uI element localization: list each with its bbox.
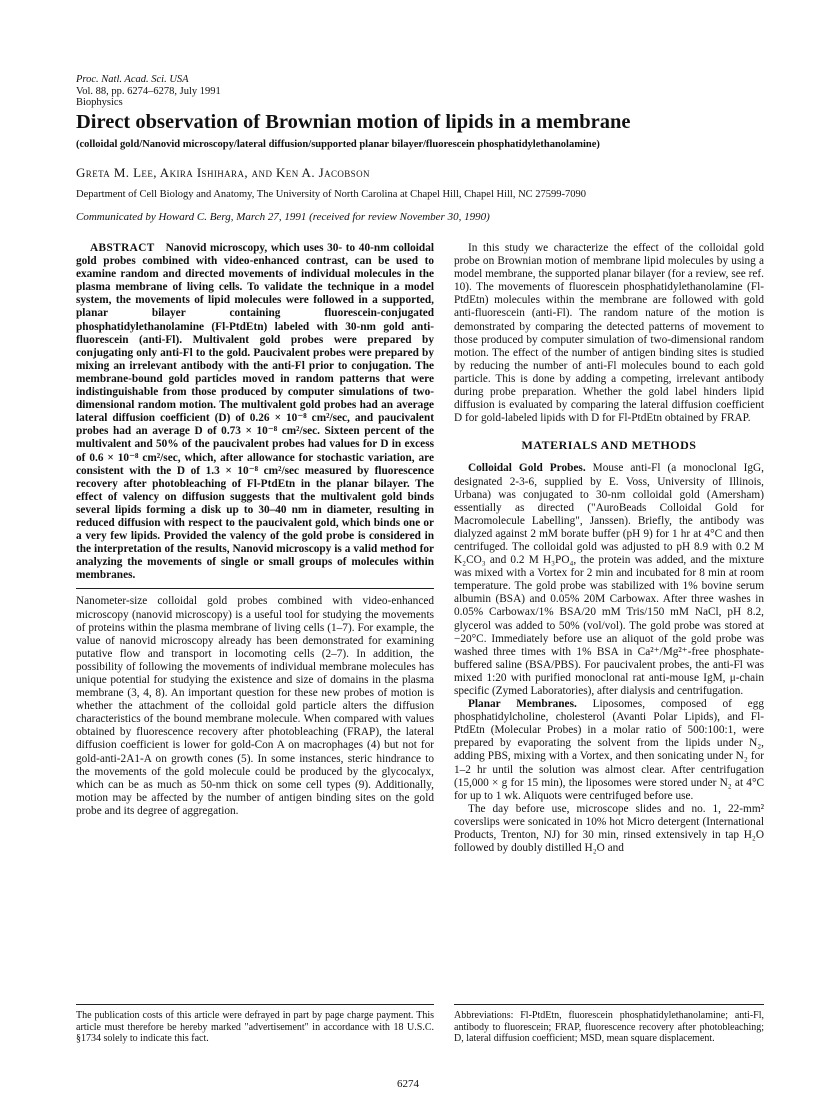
journal-section: Biophysics xyxy=(76,97,123,108)
section-heading: MATERIALS AND METHODS xyxy=(521,438,697,453)
left-column xyxy=(76,242,434,818)
keywords: (colloidal gold/Nanovid microscopy/lateral diffusion/supported planar bilayer/fluorescein phosphatidylethanolamine) xyxy=(76,139,600,150)
publication-footnote xyxy=(76,1004,434,1045)
subheading: Planar Membranes. xyxy=(468,698,577,711)
divider xyxy=(76,588,434,589)
journal-volume: Vol. 88, pp. 6274–6278, July 1991 xyxy=(76,85,221,97)
abstract-label: ABSTRACT xyxy=(90,242,155,254)
intro-paragraph: Nanometer-size colloidal gold probes combined with video-enhanced microscopy (nanovid microscopy) is a useful tool for studying the movements of proteins within the plasma membrane of living cells (1–7). For example, the value of nanovid microscopy already has been demonstrated for examining putative flow and transport in locomoting cells (2–7). In addition, the possibility of following the movements of individual membrane molecules has unique potential for studying the existence and size of domains in the plasma membrane (3, 4, 8). An important question for these new probes of motion is whether the attachment of the colloidal gold particle alters the diffusion characteristics of the bound membrane molecule. When compared with values obtained by fluorescence recovery after photobleaching (FRAP), the lateral diffusion coefficient is lower for gold-Con A on macrophages (4) but not for gold-anti-2A1-A on growth cones (5). In some instances, steric hindrance to the movements of the gold molecule could be produced by the glycocalyx, which can be as much as 50-nm thick on some cell types (9). Additionally, motion may be affected by the number of antigen binding sites on the gold probe and its degree of aggregation. xyxy=(76,595,434,817)
abstract xyxy=(76,242,434,582)
subheading: Colloidal Gold Probes. xyxy=(468,462,586,475)
abbreviations-footnote xyxy=(454,1004,764,1045)
abbreviations-text: Abbreviations: Fl-PtdEtn, fluorescein phosphatidylethanolamine; anti-Fl, antibody to fluorescein; FRAP, fluorescence recovery after photobleaching; D, lateral diffusion coefficient; MSD, mean square displacement. xyxy=(454,1010,764,1044)
communicated-by: Communicated by Howard C. Berg, March 27, 1991 (received for review November 30, 1990) xyxy=(76,211,490,223)
paragraph-text: The day before use, microscope slides and no. 1, 22-mm² coverslips were sonicated in 10% hot Micro detergent (International Products, Trenton, NJ) for 30 min, rinsed extensively in tap H₂O followed by doubly distilled H₂O and xyxy=(454,802,764,855)
abstract-text: Nanovid microscopy, which uses 30- to 40-nm colloidal gold probes combined with video-enhanced contrast, can be used to examine random and directed movements of individual molecules in the plasma membrane of living cells. To validate the technique in a model system, the movements of lipid molecules were followed in a supported, planar bilayer containing fluorescein-conjugated phosphatidylethanolamine (Fl-PtdEtn) labeled with 30-nm gold anti-fluorescein (anti-Fl). Multivalent gold probes were prepared by conjugating only anti-Fl to the gold. Paucivalent probes were prepared by mixing an irrelevant antibody with the anti-Fl prior to conjugation. The membrane-bound gold particles moved in random patterns that were indistinguishable from those produced by computer simulations of two-dimensional random motion. The multivalent gold probes had an average lateral diffusion coefficient (D) of 0.26 × 10⁻⁸ cm²/sec, and paucivalent probes had an average D of 0.73 × 10⁻⁸ cm²/sec. Sixteen percent of the multivalent and 50% of the paucivalent probes had values for D in excess of 0.6 × 10⁻⁸ cm²/sec, which, after allowance for stochastic variation, are consistent with the D of 1.3 × 10⁻⁸ cm²/sec measured by fluorescence recovery after photobleaching of Fl-PtdEtn in the planar bilayer. The effect of valency on diffusion suggests that the multivalent gold binds several lipids forming a disk up to 30–40 nm in diameter, resulting in reduced diffusion with respect to the paucivalent gold, which binds one or a very few lipids. Provided the valency of the gold probe is considered in the interpretation of the results, Nanovid microscopy is a valid method for analyzing the movements of single or small groups of molecules within membranes. xyxy=(76,242,434,582)
journal-header xyxy=(76,74,376,109)
methods-paragraph xyxy=(454,803,764,855)
page-number: 6274 xyxy=(397,1078,419,1090)
methods-paragraph xyxy=(454,462,764,698)
article-title: Direct observation of Brownian motion of lipids in a membrane xyxy=(76,111,631,133)
intro-paragraph-2: In this study we characterize the effect of the colloidal gold probe on Brownian motion of membrane lipid molecules by using a model membrane, the supported planar bilayer (for a review, see ref. 10). The movements of fluorescein phosphatidylethanolamine (Fl-PtdEtn) molecules within the membrane are followed with gold anti-fluorescein (anti-Fl). The random nature of the motion is demonstrated by comparing the detected patterns of movement to those produced by computer simulation of two-dimensional random motion. The effect of the number of antigen binding sites is studied by reducing the number of anti-Fl molecules bound to each gold particle. This is done by adding a competing, irrelevant antibody during probe preparation. Whether the gold label hinders lipid diffusion is evaluated by comparing the lateral diffusion coefficient D for gold-labeled lipids with D for Fl-PtdEtn obtained by FRAP. xyxy=(454,242,764,425)
authors: Greta M. Lee, Akira Ishihara, and Ken A. Jacobson xyxy=(76,165,370,180)
methods-paragraph xyxy=(454,698,764,803)
affiliation: Department of Cell Biology and Anatomy, The University of North Carolina at Chapel Hill, Chapel Hill, NC 27599-7090 xyxy=(76,189,587,200)
journal-name: Proc. Natl. Acad. Sci. USA xyxy=(76,74,189,85)
right-column xyxy=(454,242,764,855)
footnote-rule xyxy=(76,1004,434,1005)
paragraph-text: Liposomes, composed of egg phosphatidylcholine, cholesterol (Avanti Polar Lipids), and Fl-PtdEtn (Molecular Probes) in a molar ratio of 500:100:1, were prepared by evaporating the solvent from the lipids under N₂, adding PBS, mixing with a Vortex, and then sonicating under N₂ for 1–2 hr until the solution was almost clear. After centrifugation (15,000 × g for 15 min), the liposomes were stored under N₂ at 4°C for up to 1 wk. Aliquots were centrifuged before use. xyxy=(454,698,764,802)
paragraph-text: Mouse anti-Fl (a monoclonal IgG, designated 2-3-6, supplied by E. Voss, University of Illinois, Urbana) was conjugated to 30-nm colloidal gold (Amersham) essentially as directed ("AuroBeads Colloidal Gold for Macromolecule Labelling", Janssen). Briefly, the antibody was dialyzed against 2 mM borate buffer (pH 9) for 1 hr at 4°C and then centrifuged. The colloidal gold was adjusted to pH 8.9 with 0.2 M K₂CO₃ and 0.2 M H₃PO₄, the protein was added, and the mixture was mixed with a Vortex for 2 min and incubated for 8 min at room temperature. The gold probe was stabilized with 1% bovine serum albumin (BSA) and 0.05% 20M Carbowax. After three washes in 0.05% Carbowax/1% BSA/20 mM Tris/150 mM NaCl, pH 8.2, glycerol was added to 50% (vol/vol). The gold probe was stored at −20°C. Immediately before use an aliquot of the gold probe was washed three times with 1% BSA in Ca²⁺/Mg²⁺-free phosphate-buffered saline (BSA/PBS). For paucivalent probes, the anti-Fl was mixed 1:20 with purified monoclonal rat anti-mouse IgM, μ-chain specific (Zymed Laboratories), after dialysis and centrifugation. xyxy=(454,462,765,697)
footnote-text: The publication costs of this article were defrayed in part by page charge payment. This article must therefore be hereby marked "advertisement" in accordance with 18 U.S.C. §1734 solely to indicate this fact. xyxy=(76,1010,434,1044)
footnote-rule xyxy=(454,1004,764,1005)
